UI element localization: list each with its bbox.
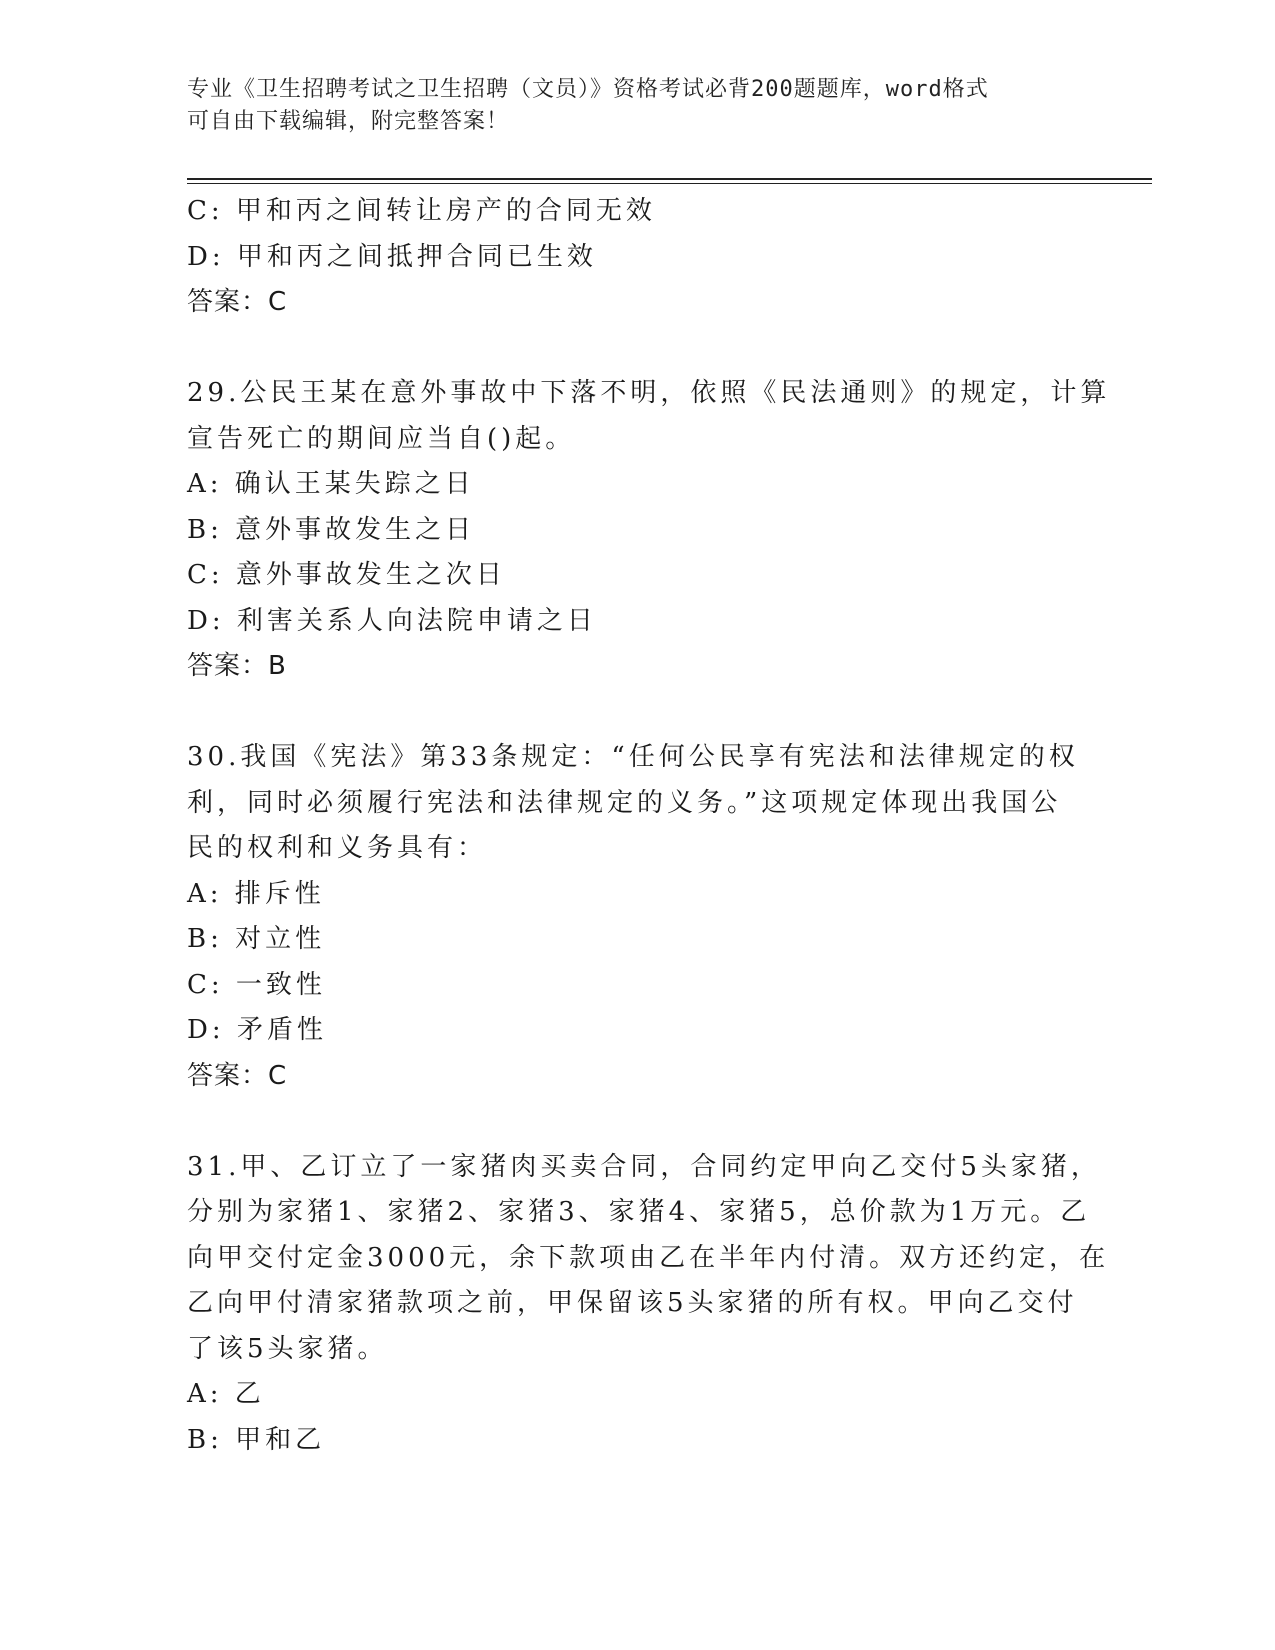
question-stem-line: 向甲交付定金3000元，余下款项由乙在半年内付清。双方还约定，在 bbox=[187, 1242, 1110, 1273]
header-divider-thick bbox=[187, 178, 1152, 180]
question-stem-line: 分别为家猪1、家猪2、家猪3、家猪4、家猪5，总价款为1万元。乙 bbox=[187, 1197, 1091, 1227]
header-divider-thin bbox=[187, 183, 1152, 184]
answer-line: 答案：C bbox=[187, 1060, 288, 1091]
question-stem-line: 30.我国《宪法》第33条规定：“任何公民享有宪法和法律规定的权 bbox=[187, 742, 1079, 772]
question-28-continued bbox=[187, 189, 1087, 326]
header-line-1: 专业《卫生招聘考试之卫生招聘（文员）》资格考试必背200题题库，word格式 bbox=[187, 77, 989, 102]
option-d: D: 矛盾性 bbox=[187, 1015, 327, 1045]
question-stem-line: 了该5头家猪。 bbox=[187, 1333, 388, 1364]
option-a: A: 乙 bbox=[187, 1379, 265, 1409]
answer-line: 答案：B bbox=[187, 651, 287, 681]
option-c: C: 甲和丙之间转让房产的合同无效 bbox=[187, 196, 656, 226]
question-30 bbox=[187, 735, 1087, 1099]
spacer bbox=[187, 326, 1087, 372]
option-b: B: 意外事故发生之日 bbox=[187, 514, 476, 545]
question-stem-line: 29.公民王某在意外事故中下落不明，依照《民法通则》的规定，计算 bbox=[187, 378, 1111, 408]
option-a: A: 排斥性 bbox=[187, 878, 325, 909]
option-d: D: 甲和丙之间抵押合同已生效 bbox=[187, 241, 597, 272]
question-stem-line: 乙向甲付清家猪款项之前，甲保留该5头家猪的所有权。甲向乙交付 bbox=[187, 1288, 1078, 1318]
option-c: C: 意外事故发生之次日 bbox=[187, 560, 506, 590]
question-29 bbox=[187, 371, 1111, 690]
question-31 bbox=[187, 1145, 1110, 1464]
question-content bbox=[187, 189, 1111, 1463]
spacer bbox=[187, 1099, 1087, 1145]
option-c: C: 一致性 bbox=[187, 969, 326, 1000]
question-stem-line: 31.甲、乙订立了一家猪肉买卖合同，合同约定甲向乙交付5头家猪， bbox=[187, 1151, 1101, 1182]
option-d: D: 利害关系人向法院申请之日 bbox=[187, 605, 597, 636]
option-b: B: 对立性 bbox=[187, 924, 326, 954]
spacer bbox=[187, 690, 1087, 736]
option-a: A: 确认王某失踪之日 bbox=[187, 469, 475, 499]
option-b: B: 甲和乙 bbox=[187, 1424, 326, 1455]
document-header bbox=[187, 74, 1067, 138]
answer-line: 答案：C bbox=[187, 287, 288, 317]
question-stem-line: 利，同时必须履行宪法和法律规定的义务。”这项规定体现出我国公 bbox=[187, 787, 1062, 818]
header-line-2: 可自由下载编辑，附完整答案！ bbox=[187, 109, 510, 134]
question-stem-line: 宣告死亡的期间应当自()起。 bbox=[187, 423, 576, 454]
question-stem-line: 民的权利和义务具有： bbox=[187, 833, 488, 863]
